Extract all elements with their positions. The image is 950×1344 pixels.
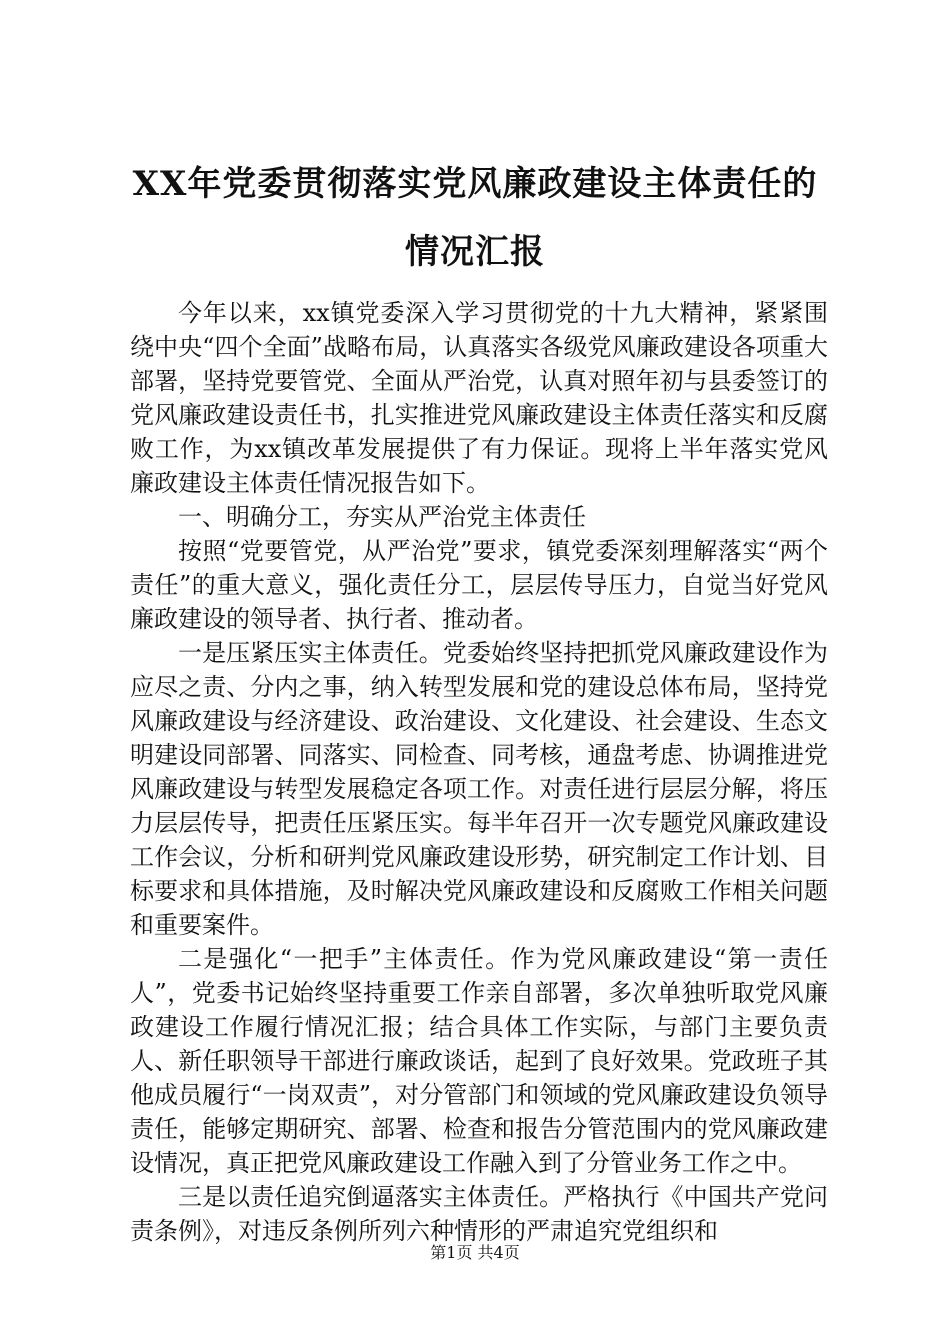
page-footer: 第1页 共4页 — [430, 1243, 520, 1262]
paragraph-section-1: 按照“党要管党，从严治党”要求，镇党委深刻理解落实“两个责任”的重大意义，强化责任分工，层层传导压力，自觉当好党风廉政建设的领导者、执行者、推动者。 — [130, 537, 828, 633]
document-title — [110, 150, 840, 286]
title-line-2: 情况汇报 — [405, 232, 545, 272]
paragraph-point-2: 二是强化“一把手”主体责任。作为党风廉政建设“第一责任人”，党委书记始终坚持重要工作亲自部署，多次单独听取党风廉政建设工作履行情况汇报；结合具体工作实际，与部门主要负责人、新任职领导干部进行廉政谈话，起到了良好效果。党政班子其他成员履行“一岗双责”，对分管部门和领域的党风廉政建设负领导责任，能够定期研究、部署、检查和报告分管范围内的党风廉政建设情况，真正把党风廉政建设工作融入到了分管业务工作之中。 — [130, 945, 828, 1177]
paragraph-point-1: 一是压紧压实主体责任。党委始终坚持把抓党风廉政建设作为应尽之责、分内之事，纳入转型发展和党的建设总体布局，坚持党风廉政建设与经济建设、政治建设、文化建设、社会建设、生态文明建设同部署、同落实、同检查、同考核，通盘考虑、协调推进党风廉政建设与转型发展稳定各项工作。对责任进行层层分解，将压力层层传导，把责任压紧压实。每半年召开一次专题党风廉政建设工作会议，分析和研判党风廉政建设形势，研究制定工作计划、目标要求和具体措施，及时解决党风廉政建设和反腐败工作相关问题和重要案件。 — [130, 639, 828, 939]
paragraph-point-3: 三是以责任追究倒逼落实主体责任。严格执行《中国共产党问责条例》，对违反条例所列六种情形的严肃追究党组织和 — [130, 1183, 828, 1245]
title-line-1: XX年党委贯彻落实党风廉政建设主体责任的 — [132, 164, 818, 204]
section-heading-1: 一、明确分工，夯实从严治党主体责任 — [178, 503, 586, 531]
document-body — [130, 296, 828, 1248]
paragraph-intro: 今年以来，xx镇党委深入学习贯彻党的十九大精神，紧紧围绕中央“四个全面”战略布局，认真落实各级党风廉政建设各项重大部署，坚持党要管党、全面从严治党，认真对照年初与县委签订的党风廉政建设责任书，扎实推进党风廉政建设主体责任落实和反腐败工作，为xx镇改革发展提供了有力保证。现将上半年落实党风廉政建设主体责任情况报告如下。 — [130, 299, 828, 497]
